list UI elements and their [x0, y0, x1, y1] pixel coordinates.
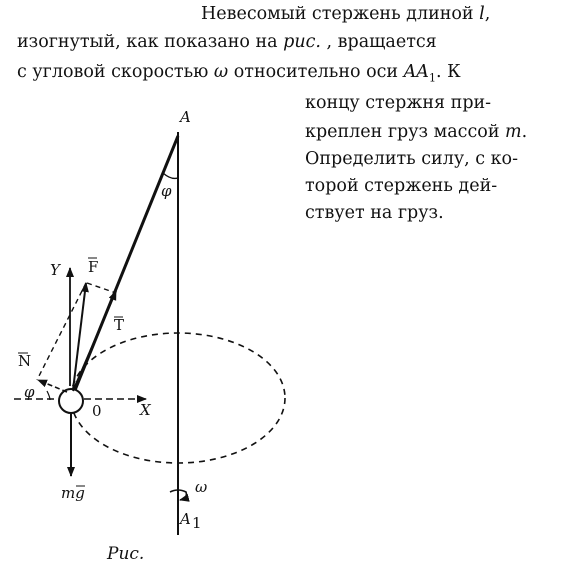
text-line-8: ствует на груз.	[305, 203, 444, 223]
text-line-5: креплен груз массой m.	[305, 122, 528, 142]
figure-caption: Рис.	[107, 544, 145, 564]
label-omega: ω	[195, 478, 208, 496]
label-origin: 0	[92, 402, 102, 420]
label-y: Y	[50, 261, 60, 279]
label-f: F	[88, 258, 99, 276]
angle-arc-top	[163, 173, 178, 178]
text-line-7: торой стержень дей-	[305, 176, 498, 196]
label-a1-sub: 1	[192, 514, 202, 532]
label-phi-top: φ	[161, 182, 172, 200]
text-line-1: Невесомый стержень длиной l,	[201, 4, 491, 24]
normal-vector	[38, 380, 67, 392]
label-n: N	[18, 352, 32, 370]
construction-line-1	[87, 283, 116, 293]
label-phi-left: φ	[24, 383, 35, 401]
construction-line-2	[37, 283, 86, 380]
mass-point	[59, 389, 83, 413]
label-x: X	[140, 401, 151, 419]
text-line-2: изогнутый, как показано на рис. , вращается	[17, 32, 437, 52]
label-mg: mg	[61, 484, 85, 502]
text-line-6: Определить силу, с ко-	[305, 149, 519, 169]
text-line-3: с угловой скоростью ω относительно оси $AA_1$. К	[17, 62, 461, 85]
label-t: T	[114, 316, 125, 334]
label-a1: A	[180, 510, 191, 528]
text-line-4: концу стержня при-	[305, 93, 492, 113]
label-a: A	[180, 108, 191, 126]
